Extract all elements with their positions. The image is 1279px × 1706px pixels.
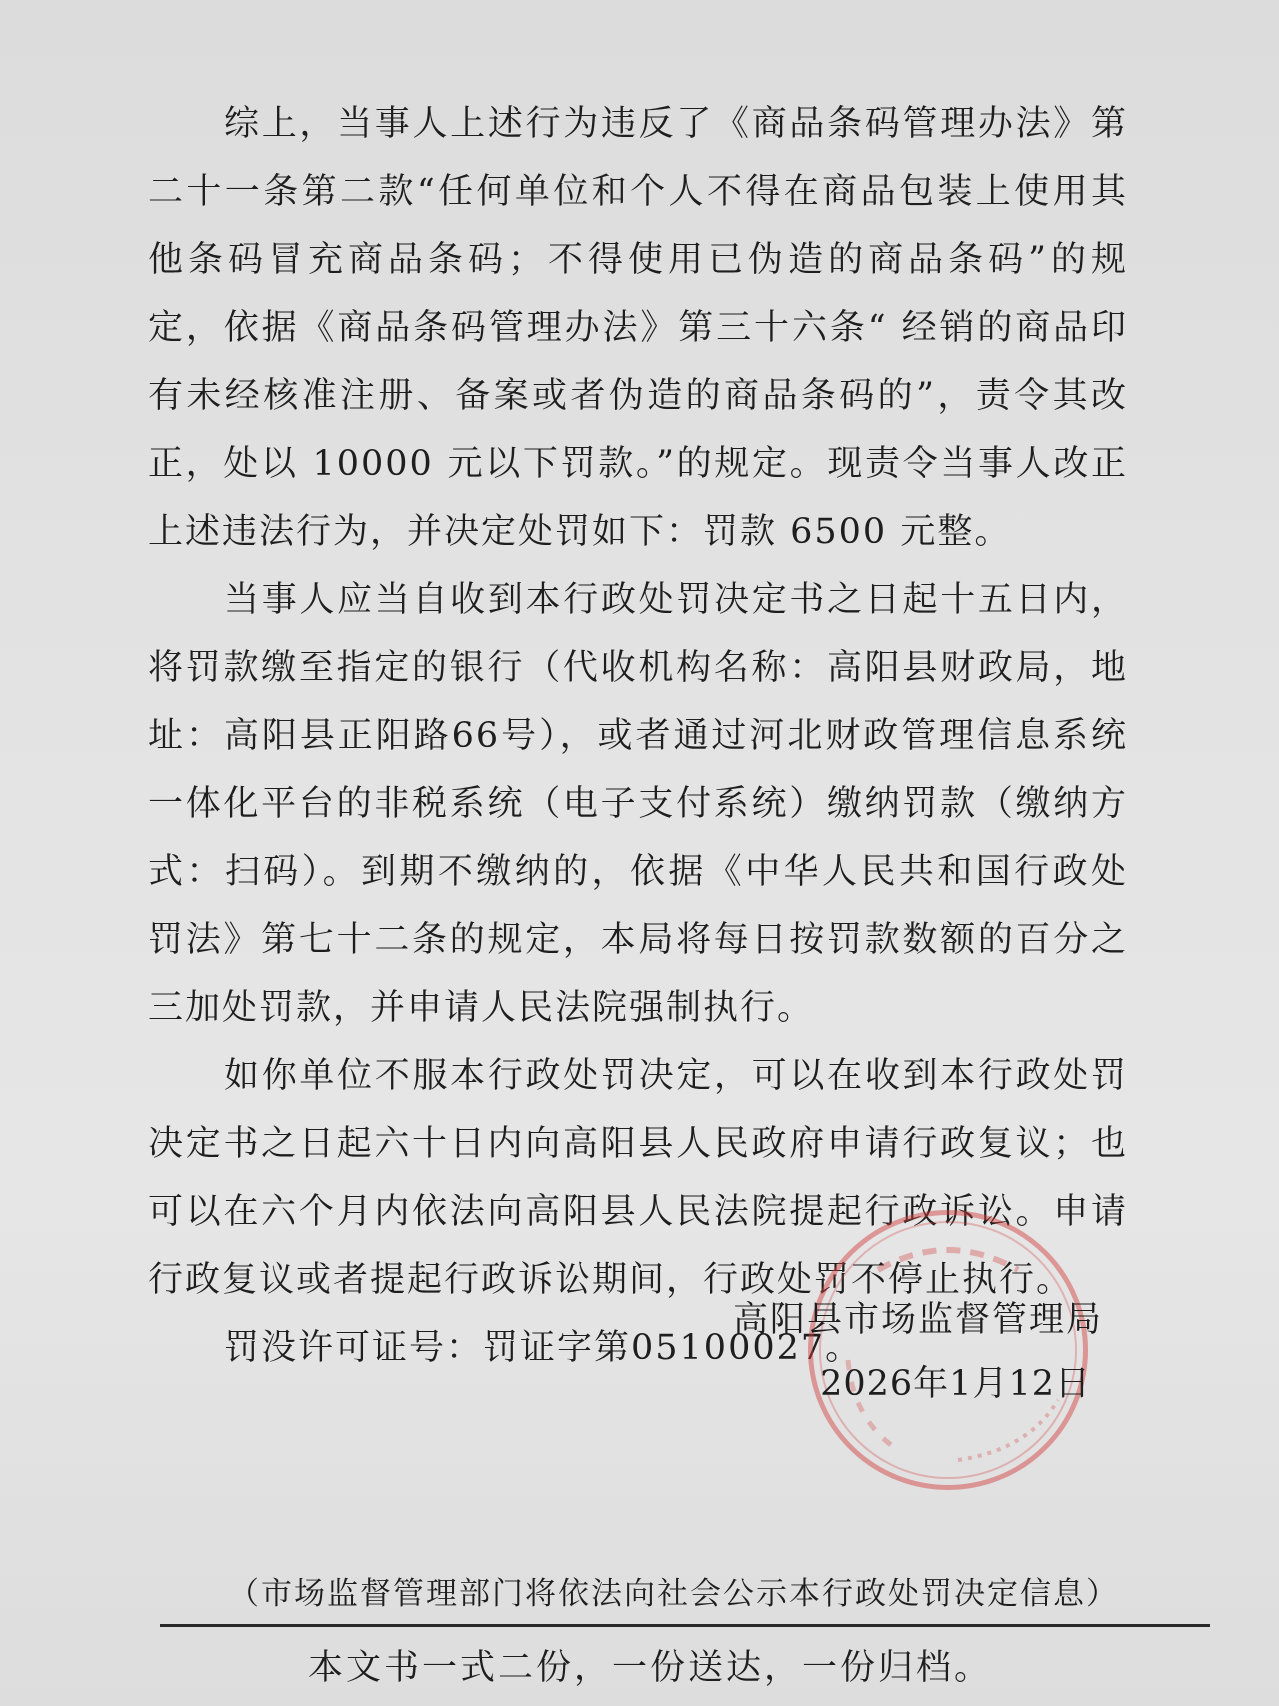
issuing-authority: 高阳县市场监督管理局 — [732, 1300, 1103, 1340]
paragraph-penalty-decision: 综上，当事人上述行为违反了《商品条码管理办法》第二十一条第二款“任何单位和个人不得在商品包装上使用其他条码冒充商品条码；不得使用已伪造的商品条码”的规定，依据《商品条码管理办法》第三十六条“ 经销的商品印有未经核准注册、备案或者伪造的商品条码的”，责令其改正，处以 10000 元以下罚款。”的规定。现责令当事人改正上述违法行为，并决定处罚如下：罚款 6500 元整。 — [148, 104, 1128, 552]
document-body — [148, 90, 1128, 1382]
paragraph-license-number: 罚没许可证号：罚证字第05100027。 — [224, 1328, 863, 1368]
copies-statement: 本文书一式二份，一份送达，一份归档。 — [308, 1648, 993, 1688]
issue-date: 2026年1月12日 — [820, 1364, 1091, 1404]
paragraph-payment-instructions: 当事人应当自收到本行政处罚决定书之日起十五日内，将罚款缴至指定的银行（代收机构名称：高阳县财政局，地址：高阳县正阳路66号），或者通过河北财政管理信息系统一体化平台的非税系统（电子支付系统）缴纳罚款（缴纳方式：扫码）。到期不缴纳的，依据《中华人民共和国行政处罚法》第七十二条的规定，本局将每日按罚款数额的百分之三加处罚款，并申请人民法院强制执行。 — [148, 580, 1128, 1028]
signature-block — [733, 1290, 1103, 1414]
paragraph-appeal-rights: 如你单位不服本行政处罚决定，可以在收到本行政处罚决定书之日起六十日内向高阳县人民政府申请行政复议；也可以在六个月内依法向高阳县人民法院提起行政诉讼。申请行政复议或者提起行政诉讼期间，行政处罚不停止执行。 — [148, 1056, 1128, 1300]
footer-divider — [160, 1624, 1210, 1627]
publicity-notice: （市场监督管理部门将依法向社会公示本行政处罚决定信息） — [228, 1576, 1119, 1612]
